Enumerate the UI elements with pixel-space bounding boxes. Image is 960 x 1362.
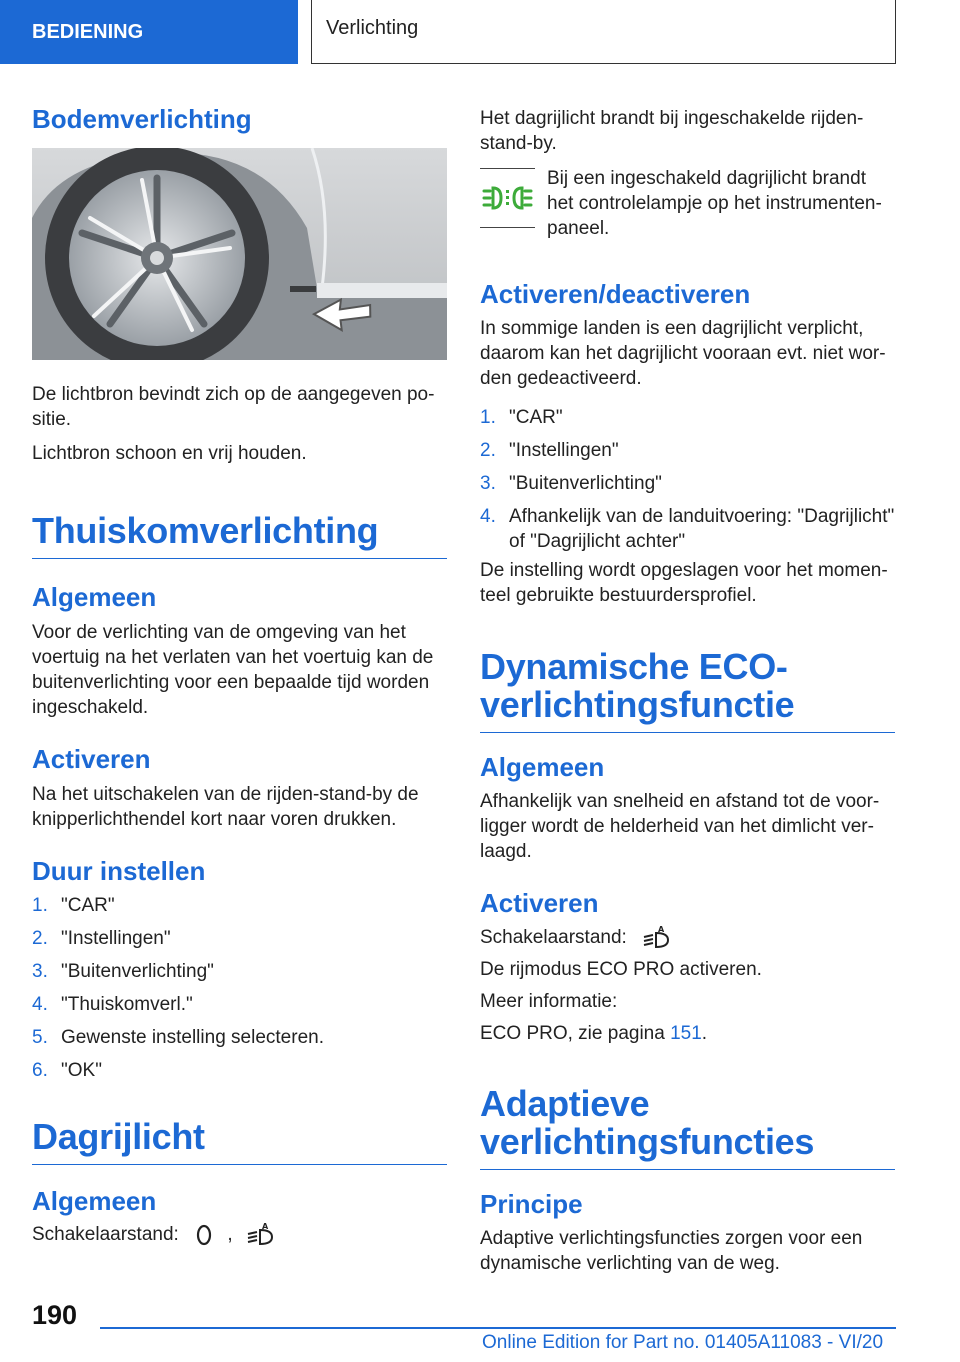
thuis-algemeen-text: Voor de verlichting van de omgeving van het voertuig na het verlaten van het voertuig kan de buitenverlichting voor een bepaalde tijd worden ingeschakeld.	[32, 622, 434, 718]
chapter-label: Verlichting	[326, 17, 419, 39]
list-item: 4. "Thuiskomverl."	[32, 994, 193, 1015]
dag-switch-line	[32, 1222, 447, 1248]
heading-algemeen-dag: Algemeen	[32, 1186, 157, 1216]
auto-headlight-icon	[246, 1222, 276, 1248]
heading-principe: Principe	[480, 1189, 583, 1219]
svg-text:A: A	[261, 1222, 269, 1231]
switch-zero-icon	[194, 1223, 214, 1247]
eco-paragraph-1: De rijmodus ECO PRO activeren.	[480, 959, 762, 980]
duur-steps-list	[32, 893, 447, 1091]
heading-duur-instellen: Duur instellen	[32, 856, 206, 886]
bodem-paragraph-1: De lichtbron bevindt zich op de aangegeven po-sitie.	[32, 384, 435, 430]
switch-label: Schakelaarstand:	[480, 927, 627, 949]
heading-algemeen-thuis: Algemeen	[32, 582, 157, 612]
list-item: 1. "CAR"	[480, 407, 563, 428]
act-note: De instelling wordt opgeslagen voor het momen-teel gebruikte bestuurdersprofiel.	[480, 560, 888, 606]
heading-bodemverlichting: Bodemverlichting	[32, 104, 252, 134]
eco-paragraph-2: Meer informatie:	[480, 991, 618, 1012]
act-text: In sommige landen is een dagrijlicht verplicht, daarom kan het dagrijlicht vooraan evt. niet wor-den gedeactiveerd.	[480, 318, 886, 389]
list-item: 3. "Buitenverlichting"	[480, 473, 662, 494]
list-item: 5. Gewenste instelling selecteren.	[32, 1027, 324, 1048]
heading-activeren-eco: Activeren	[480, 888, 599, 918]
page-link-151[interactable]: 151	[670, 1023, 702, 1044]
eco-algemeen-text: Afhankelijk van snelheid en afstand tot de voor-ligger wordt de helderheid van het dimlicht ver-laagd.	[480, 791, 880, 862]
heading-activeren-deactiveren: Activeren/deactiveren	[480, 279, 751, 309]
heading-thuiskomverlichting: Thuiskomverlichting	[32, 512, 447, 559]
list-item: 4. Afhankelijk van de landuitvoering: "Dagrijlicht" of "Dagrijlicht achter"	[480, 506, 895, 552]
act-steps-list	[480, 405, 895, 562]
switch-label: Schakelaarstand:	[32, 1224, 179, 1246]
heading-algemeen-eco: Algemeen	[480, 752, 605, 782]
heading-adaptieve: Adaptieve verlichtingsfuncties	[480, 1085, 895, 1170]
eco-page-reference: ECO PRO, zie pagina 151.	[480, 1023, 708, 1044]
auto-headlight-icon	[642, 925, 672, 951]
wheel-arch-puddle-light-photo	[32, 148, 447, 360]
heading-activeren-thuis: Activeren	[32, 744, 151, 774]
dag-lamp-text: Bij een ingeschakeld dagrijlicht brandt het controlelampje op het instrumenten-paneel.	[547, 168, 882, 239]
heading-dagrijlicht: Dagrijlicht	[32, 1118, 447, 1165]
list-item: 2. "Instellingen"	[480, 440, 619, 461]
bodem-paragraph-2: Lichtbron schoon en vrij houden.	[32, 443, 307, 464]
eco-switch-line	[480, 925, 895, 951]
daytime-running-light-icon	[480, 169, 535, 227]
svg-text:A: A	[658, 925, 665, 934]
list-item: 1. "CAR"	[32, 895, 115, 916]
footer-divider	[100, 1327, 896, 1329]
page-number: 190	[32, 1300, 78, 1330]
edition-line: Online Edition for Part no. 01405A11083 - VI/20	[482, 1332, 884, 1353]
principe-text: Adaptive verlichtingsfuncties zorgen voor een dynamische verlichting van de weg.	[480, 1228, 863, 1274]
section-label: BEDIENING	[32, 20, 144, 43]
dag-text: Het dagrijlicht brandt bij ingeschakelde rijden-stand-by.	[480, 108, 864, 154]
list-item: 3. "Buitenverlichting"	[32, 961, 214, 982]
thuis-activeren-text: Na het uitschakelen van de rijden-stand-by de knipperlichthendel kort naar voren drukken.	[32, 784, 419, 830]
chapter-header	[311, 0, 896, 64]
daytime-light-indicator-box	[480, 168, 535, 228]
section-tab	[0, 0, 298, 64]
list-item: 6. "OK"	[32, 1060, 102, 1081]
switch-separator: ,	[227, 1224, 233, 1246]
list-item: 2. "Instellingen"	[32, 928, 171, 949]
heading-dynamische-eco: Dynamische ECO-verlichtingsfunctie	[480, 648, 895, 733]
